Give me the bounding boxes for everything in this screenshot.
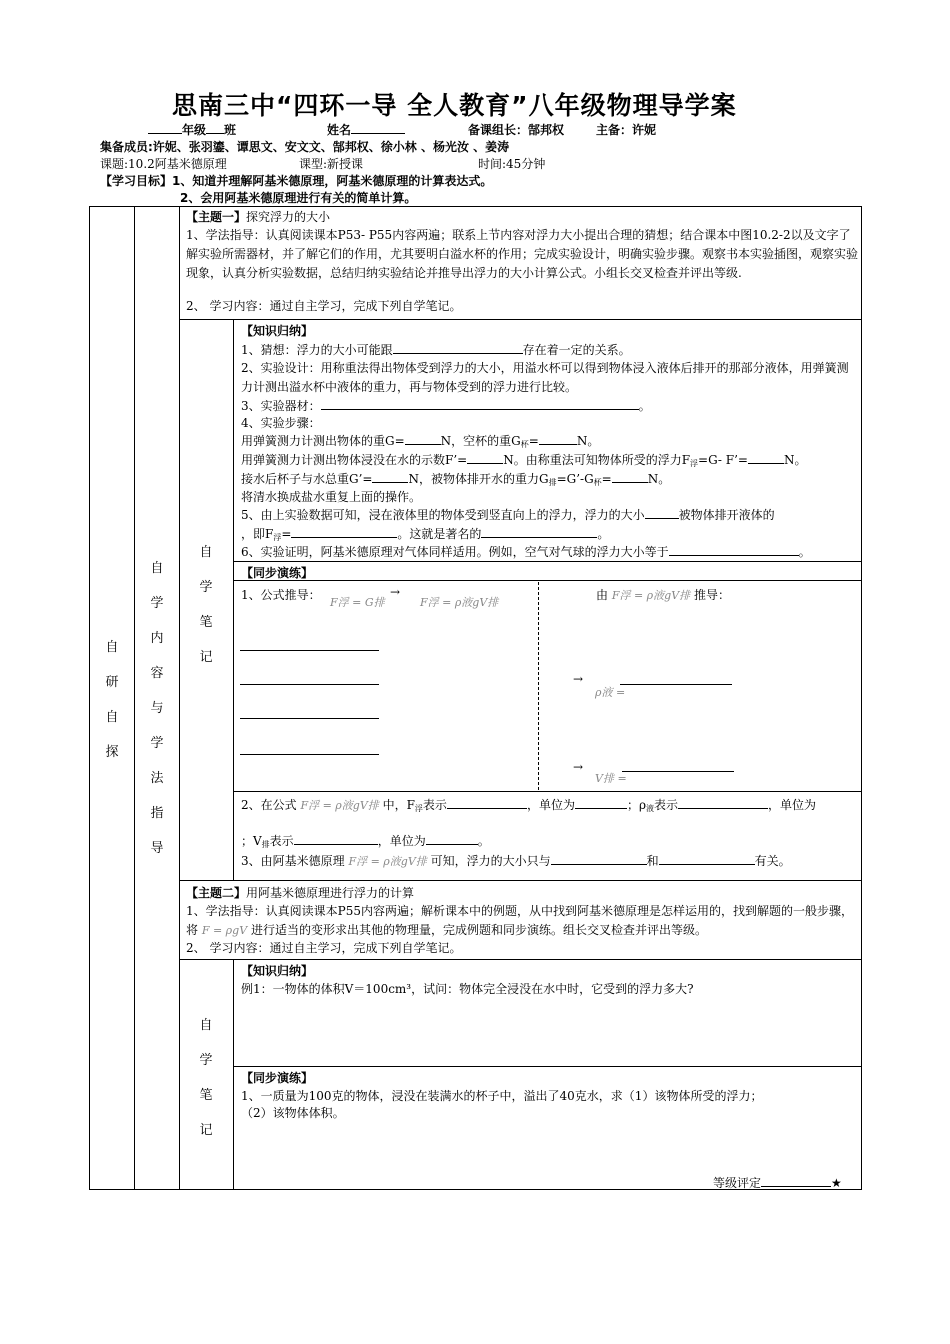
row-line-7 — [233, 1066, 862, 1067]
k5-formula: ，即$F_浮=$ 。这就是著名的 。 — [241, 527, 610, 542]
k6-gas: 6、实验证明，阿基米德原理对气体同样适用。例如，空气对气球的浮力大小等于 。 — [241, 545, 811, 559]
arrow-icon: → — [573, 672, 584, 686]
buoyancy-blank[interactable] — [748, 452, 784, 464]
student-info: 年级 班 — [148, 121, 236, 138]
practice-heading-2: 【同步演练】 — [241, 1071, 314, 1085]
main-preparer: 主备：许妮 — [596, 123, 657, 137]
f-meaning-blank[interactable] — [447, 797, 527, 809]
row-line-4 — [233, 791, 862, 792]
relation-blank[interactable] — [645, 507, 679, 519]
row-line-6 — [179, 959, 862, 960]
answer-line-3[interactable] — [240, 718, 379, 719]
factor-2-blank[interactable] — [659, 853, 755, 865]
col-divider-3a — [233, 320, 234, 880]
answer-line-2[interactable] — [240, 684, 379, 685]
weight-g-blank[interactable] — [405, 433, 441, 445]
prep-members: 集备成员:许妮、张羽鎏、谭思文、安文文、郜邦权、徐小林 、杨光汝 、姜涛 — [100, 140, 510, 154]
p2-symbols-2: ；$V_排$表示 ，单位为 。 — [241, 834, 490, 849]
name-field: 姓名 — [327, 121, 405, 138]
f-unit-blank[interactable] — [575, 797, 627, 809]
lesson-time: 时间:45分钟 — [478, 157, 546, 171]
theme1-content: 2、 学习内容：通过自主学习，完成下列自学笔记。 — [186, 299, 462, 313]
name-blank[interactable] — [351, 122, 405, 134]
row-line-3 — [233, 580, 862, 581]
arrow-icon: → — [390, 585, 401, 599]
row-line-1 — [179, 319, 862, 320]
equipment-blank[interactable] — [321, 398, 639, 410]
theme2-content: 2、 学习内容：通过自主学习，完成下列自学笔记。 — [186, 941, 462, 955]
rho-answer-line[interactable] — [620, 684, 732, 685]
row-line-2 — [233, 561, 862, 562]
p1-derivation: 1、公式推导： — [241, 588, 321, 602]
guess-blank[interactable] — [393, 342, 523, 354]
v-answer-line[interactable] — [622, 771, 734, 772]
k4-step-b: 用弹簧测力计测出物体浸没在水的示数F’= N。由称重法可知物体所受的浮力$F_浮=G-$ F’= N。 — [241, 453, 807, 468]
col-divider-1 — [134, 206, 135, 1190]
rho-label: ρ液 = — [595, 686, 626, 699]
knowledge-heading-1: 【知识归纳】 — [241, 324, 314, 338]
lesson-type: 课型:新授课 — [299, 157, 364, 171]
lesson-topic: 课题:10.2阿基米德原理 — [100, 157, 227, 171]
k4-steps: 4、实验步骤： — [241, 416, 321, 430]
theme2-heading: 【主题二】用阿基米德原理进行浮力的计算 — [186, 886, 415, 900]
k2-design: 2、实验设计：用称重法得出物体受到浮力的大小，用溢水杯可以得到物体浸入液体后排开的那部分液体，用弹簧测力计测出溢水杯中液体的重力，再与物体受到的浮力进行比较。 — [241, 361, 849, 394]
learning-goals: 【学习目标】1、知道并理解阿基米德原理，阿基米德原理的计算表达式。 — [100, 174, 493, 188]
p3-factors: 3、由阿基米德原理 F浮 = ρ液gV排 可知，浮力的大小只与 和 有关。 — [241, 854, 791, 868]
page-title: 思南三中“四环一导 全人教育”八年级物理导学案 — [172, 91, 737, 120]
answer-line-4[interactable] — [240, 754, 379, 755]
displaced-weight-blank[interactable] — [612, 471, 648, 483]
cup-weight-blank[interactable] — [539, 433, 577, 445]
theme1-heading: 【主题一】探究浮力的大小 — [186, 210, 331, 224]
col-divider-2 — [179, 206, 180, 1190]
k1-guess: 1、猜想：浮力的大小可能跟 存在着一定的关系。 — [241, 343, 631, 357]
col-divider-3b — [233, 960, 234, 1190]
answer-line-1[interactable] — [240, 650, 379, 651]
factor-1-blank[interactable] — [551, 853, 647, 865]
formula-archimedes: F浮 = ρ液gV排 — [420, 596, 499, 609]
balloon-blank[interactable] — [669, 544, 799, 556]
k4-step-d: 将清水换成盐水重复上面的操作。 — [241, 490, 422, 504]
reading-f-blank[interactable] — [467, 452, 503, 464]
total-weight-blank[interactable] — [372, 471, 408, 483]
practice-question-1b: （2）该物体体积。 — [241, 1106, 345, 1120]
rho-meaning-blank[interactable] — [678, 797, 768, 809]
practice-heading-1: 【同步演练】 — [241, 566, 314, 580]
k4-step-c: 接水后杯子与水总重G’= N，被物体排开水的重力$G_排=G’-G_杯= N$。 — [241, 472, 671, 487]
row-line-5 — [179, 880, 862, 881]
derive-from: 由 F浮 = ρ液gV排 推导： — [596, 588, 730, 602]
knowledge-heading-2: 【知识归纳】 — [241, 964, 314, 978]
arrow-icon: → — [573, 760, 584, 774]
k3-equipment: 3、实验器材： 。 — [241, 399, 651, 413]
formula-f-equals-g: F浮 = G排 — [330, 596, 385, 609]
v-meaning-blank[interactable] — [294, 833, 378, 845]
derive-divider — [538, 582, 539, 790]
p2-symbols: 2、在公式 F浮 = ρ液gV排 中，$F_浮$表示 ，单位为 ；$\rho_液$表示 ，单位为 — [241, 798, 817, 813]
grade-evaluation: 等级评定 ★ — [713, 1176, 842, 1190]
star-icon: ★ — [831, 1176, 842, 1190]
class-blank[interactable] — [206, 122, 224, 134]
formula-blank[interactable] — [291, 526, 397, 538]
v-unit-blank[interactable] — [426, 833, 478, 845]
grade-blank[interactable] — [148, 122, 182, 134]
learning-goal-2: 2、会用阿基米德原理进行有关的简单计算。 — [180, 191, 417, 205]
k5-conclusion: 5、由上实验数据可知，浸在液体里的物体受到竖直向上的浮力，浮力的大小 被物体排开液体的 — [241, 508, 775, 522]
v-label: V排 = — [595, 772, 627, 785]
prep-leader: 备课组长：郜邦权 — [468, 123, 565, 137]
theme1-guide: 1、学法指导：认真阅读课本P53- P55内容两遍；联系上节内容对浮力大小提出合理的猜想；结合课本中图10.2-2以及文字了解实验所需器材，并了解它们的作用，尤其要明白溢水杯的作用；完成实验设计，明确实验步骤。观察书本实验插图，观察实验现象，认真分析实验数据，总结归纳实验结论并推导出浮力的大小计算公式。小组长交叉检查并评出等级. — [186, 228, 859, 280]
practice-question-1: 1、一质量为100克的物体，浸没在装满水的杯子中，溢出了40克水，求（1）该物体所受的浮力； — [241, 1089, 763, 1103]
example-1: 例1：一物体的体积V＝100cm³，试问：物体完全浸没在水中时，它受到的浮力多大? — [241, 982, 694, 996]
principle-blank[interactable] — [481, 526, 597, 538]
k4-step-a: 用弹簧测力计测出物体的重G= N，空杯的重$G_杯= N$。 — [241, 434, 600, 449]
grade-blank[interactable] — [761, 1175, 831, 1187]
theme2-guide: 1、学法指导：认真阅读课本P55内容两遍；解析课本中的例题，从中找到阿基米德原理是怎样运用的，找到解题的一般步骤，将 F = ρgV 进行适当的变形求出其他的物理量，完成例题和同步演练。组长交叉检查并评出等级。 — [186, 904, 853, 937]
